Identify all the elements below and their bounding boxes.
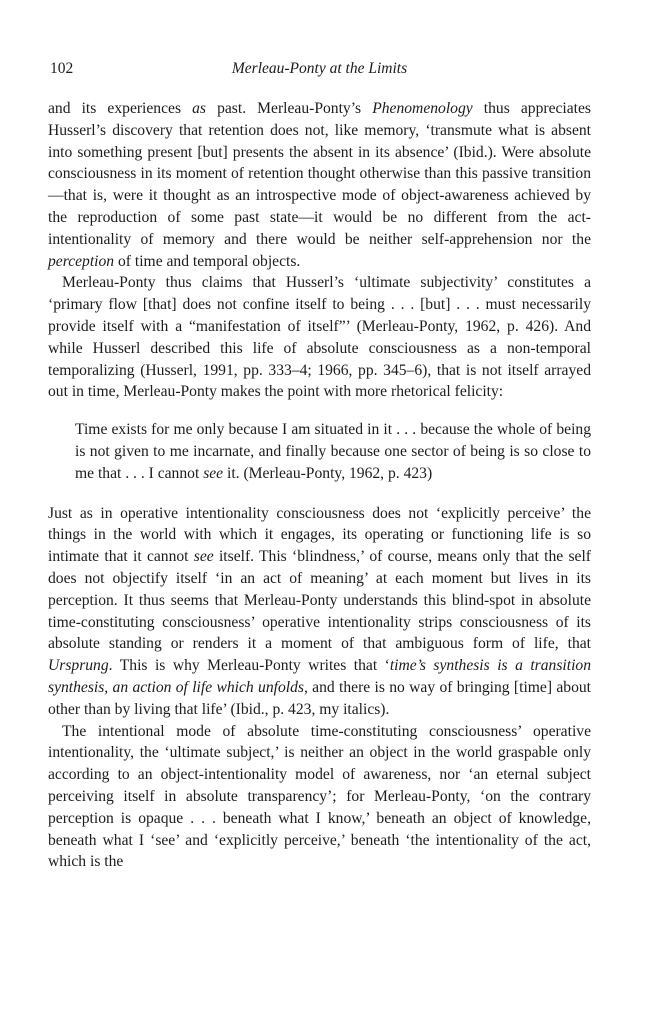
block-quote xyxy=(75,419,591,484)
italic-run: perception xyxy=(48,252,115,270)
text-run: Time exists for me only because I am situated in it . . . because the whole of being is not given to me incarnate, and finally because one sector of being is so close to me that . . . I cannot xyxy=(75,421,591,482)
paragraph-1 xyxy=(48,98,591,272)
italic-run: Phenomenology xyxy=(372,100,473,117)
text-run: . This is why Merleau-Ponty writes that ‘ xyxy=(108,657,390,675)
italic-run: see xyxy=(193,548,214,566)
running-title: Merleau-Ponty at the Limits xyxy=(231,60,408,77)
italic-run: as xyxy=(192,100,206,117)
text-run: itself. This ‘blindness,’ of course, means only that the self does not objectify itself ‘in an act of meaning’ at each moment but lives in its perception. It thus seems that Merleau-Ponty understands this blind-spot in absolute time-constituting consciousness’ operative intentionality strips consciousness of its absolute standing or renders it a moment of that ambiguous form of life, that xyxy=(48,548,591,653)
text-run: thus appreciates Husserl’s discovery that retention does not, like memory, ‘transmute what is absent into something present [but] presents the absent in its absence’ (Ibid.). Were absolute consciousness in its moment of retention thought otherwise than this passive transition—that is, were it thought as an introspective mode of object-awareness achieved by the reproduction of some past state—it would be no different from the act-intentionality of memory and there would be neither self-apprehension nor the xyxy=(48,100,591,248)
running-header xyxy=(48,58,591,80)
text-run: of time and temporal objects. xyxy=(114,252,301,270)
paragraph-4 xyxy=(48,721,591,874)
text-run: and its experiences xyxy=(48,100,193,117)
book-page xyxy=(48,58,591,873)
page-number: 102 xyxy=(50,60,74,77)
text-run: past. Merleau-Ponty’s xyxy=(205,100,373,117)
text-run: it. (Merleau-Ponty, 1962, p. 423) xyxy=(223,464,433,482)
text-run: Just as in operative intentionality consciousness does not ‘explicitly perceive’ the things in the world with which it engages, its operating or functioning life is so intimate that it cannot xyxy=(48,504,591,566)
italic-run: Ursprung xyxy=(48,657,109,675)
italic-run: see xyxy=(203,464,224,482)
text-run: The intentional mode of absolute time-constituting consciousness’ operative intentionality, the ‘ultimate subject,’ is neither an object in the world graspable only according to an object-intentionality model of awareness, nor ‘an eternal subject perceiving itself in absolute transparency’; for Merleau-Ponty, ‘on the contrary perception is opaque . . . beneath what I know,’ beneath an object of knowledge, beneath what I ‘see’ and ‘explicitly perceive,’ beneath ‘the intentionality of the act, which is the xyxy=(48,722,591,871)
paragraph-3 xyxy=(48,503,591,721)
italic-run: time’s synthesis is a transition synthesis, an action of life which unfolds xyxy=(48,657,591,696)
text-run: Merleau-Ponty thus claims that Husserl’s ‘ultimate subjectivity’ constitutes a ‘primary flow [that] does not confine itself to being . . . [but] . . . must necessarily provide itself with a “manifestation of itself”’ (Merleau-Ponty, 1962, p. 426). And while Husserl described this life of absolute consciousness as a non-temporal temporalizing (Husserl, 1991, pp. 333–4; 1966, pp. 345–6), that is not itself arrayed out in time, Merleau-Ponty makes the point with more rhetorical felicity: xyxy=(48,274,591,401)
text-run: , and there is no way of bringing [time] about other than by living that life’ (Ibid., p. 423, my italics). xyxy=(48,678,592,718)
paragraph-2 xyxy=(48,272,591,403)
